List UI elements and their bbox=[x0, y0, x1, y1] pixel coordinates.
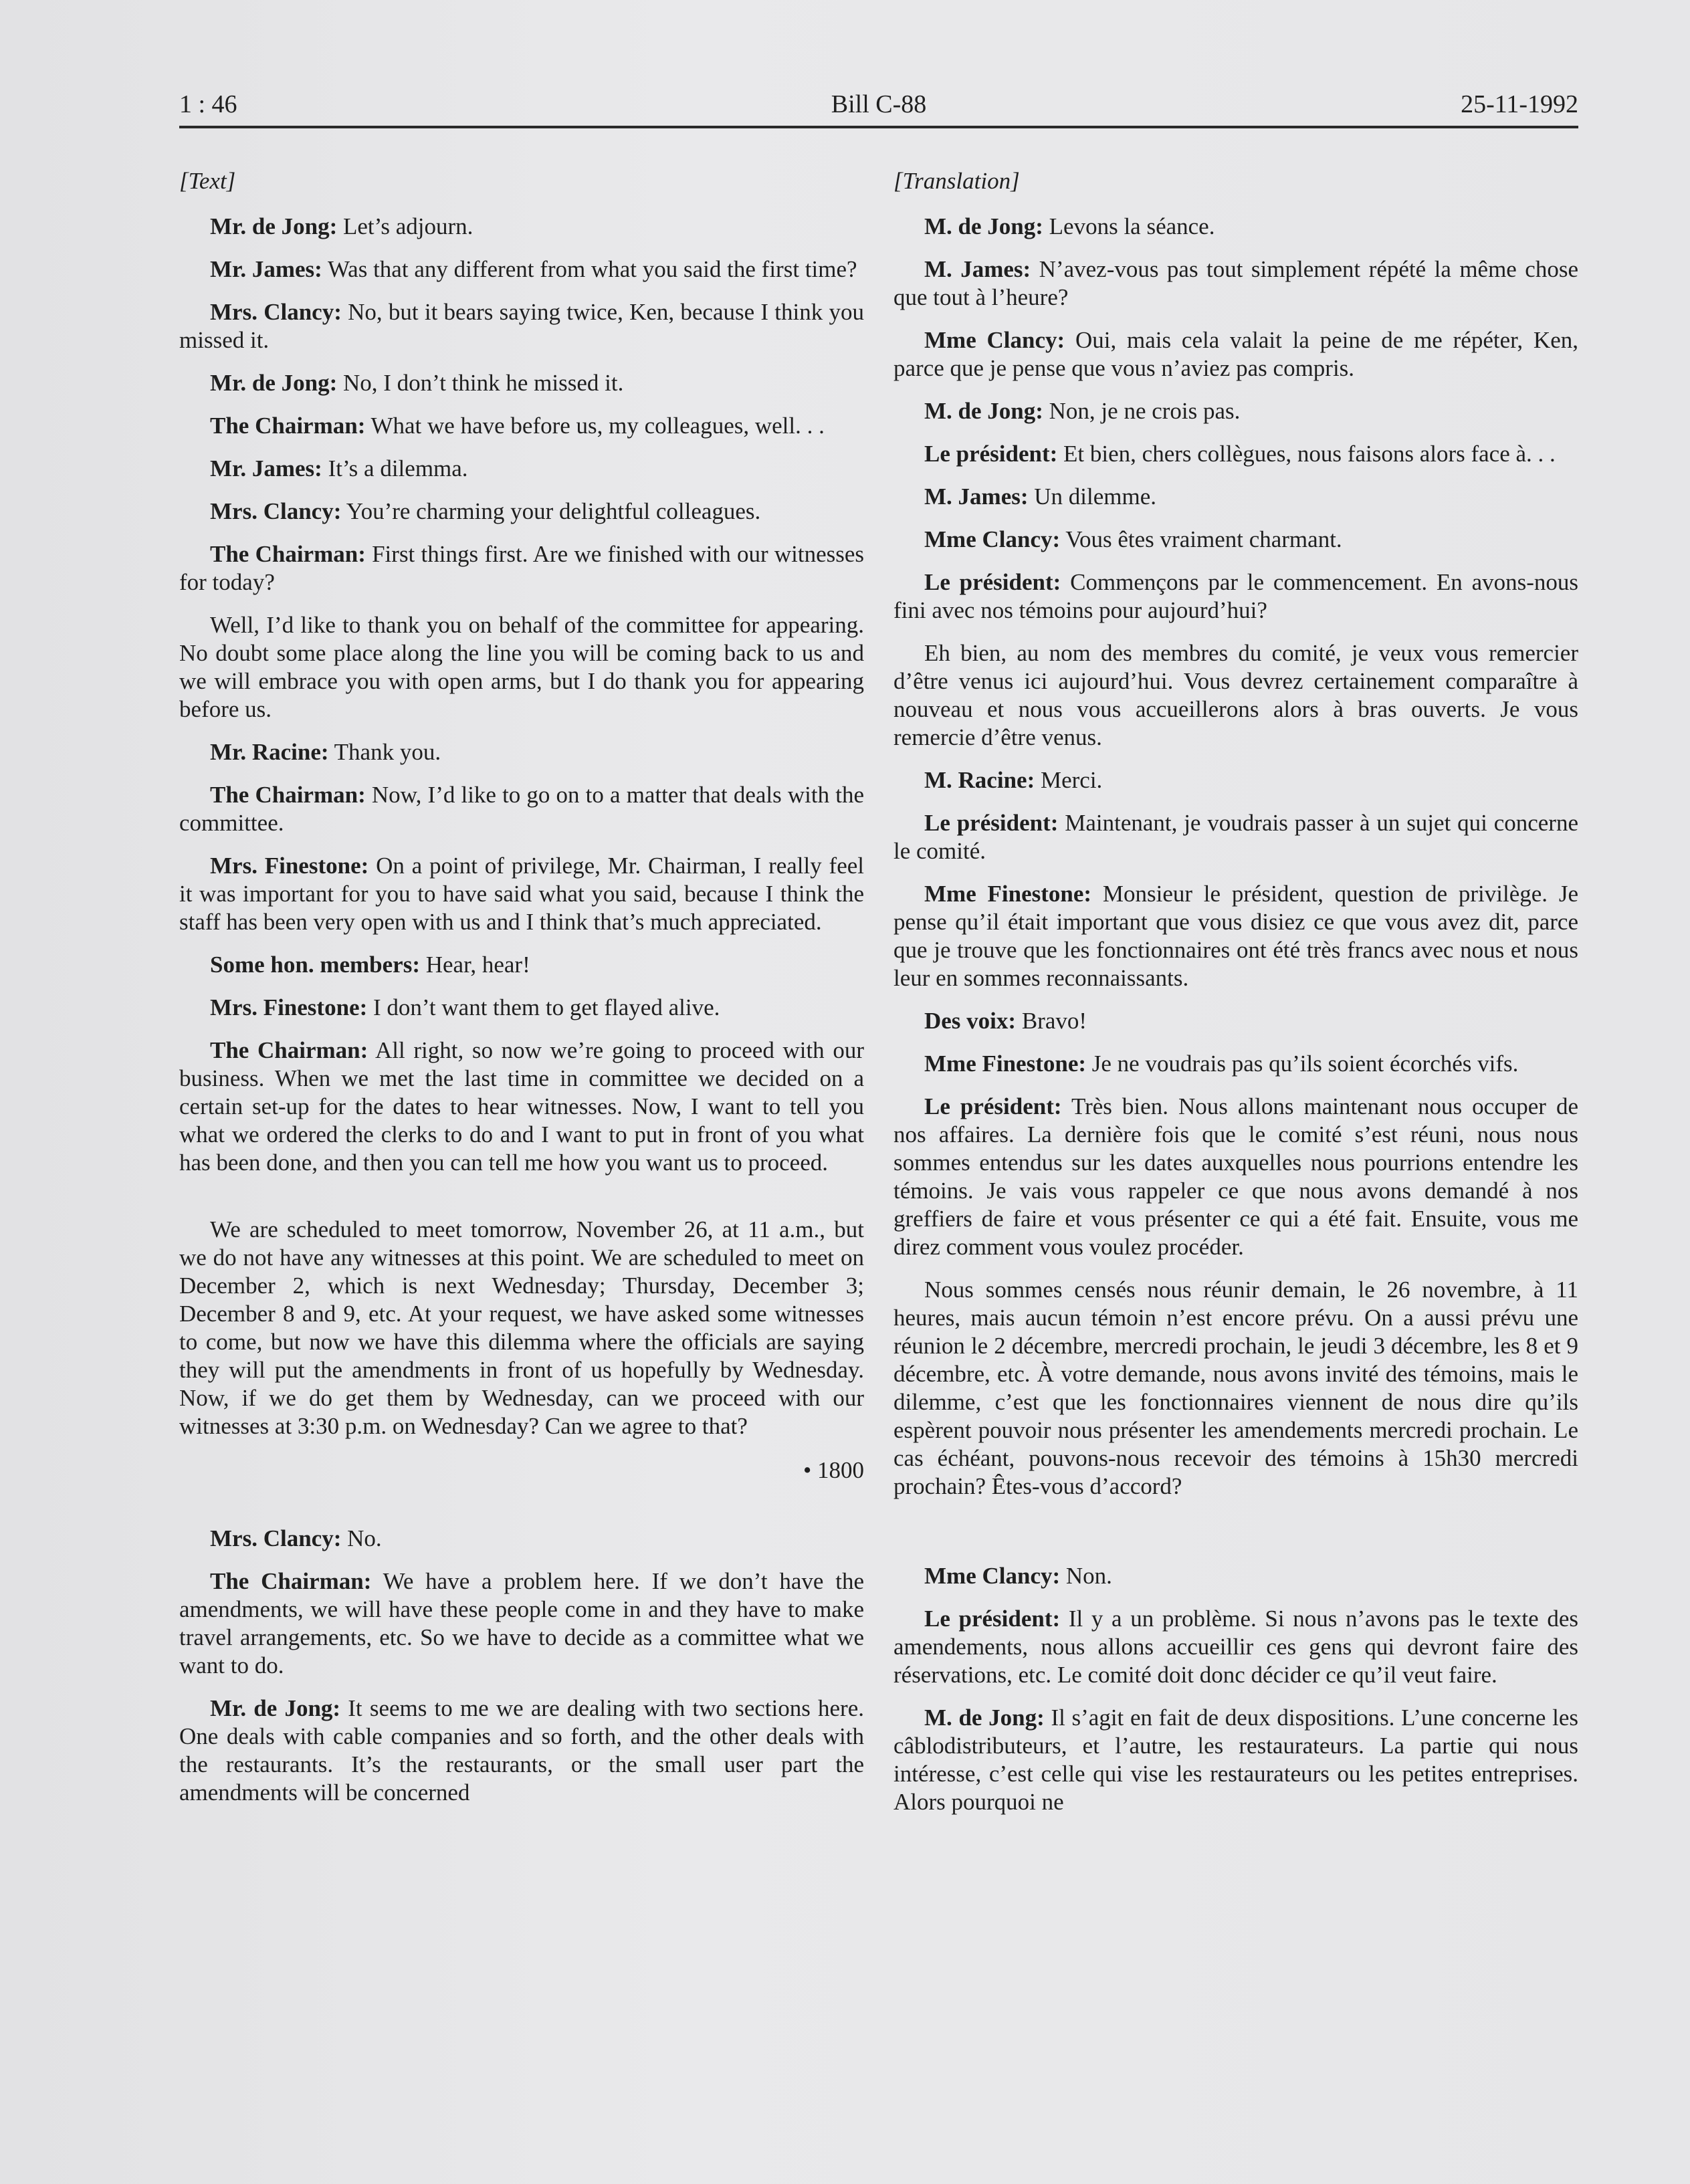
speech: On a point of privilege, Mr. Chairman, I really feel it was important for you to have said what you said, because I think the staff has been very open with us and I think that’s much appreciated. bbox=[179, 853, 864, 935]
paragraph bbox=[179, 1525, 864, 1553]
paragraph bbox=[179, 611, 864, 724]
speech: Was that any different from what you said the first time? bbox=[322, 256, 857, 282]
paragraph bbox=[179, 213, 864, 241]
page-number: 1 : 46 bbox=[179, 90, 237, 118]
speaker: M. de Jong: bbox=[924, 213, 1043, 239]
paragraph bbox=[893, 1605, 1578, 1689]
speaker: M. James: bbox=[924, 483, 1029, 510]
speaker: Mr. James: bbox=[210, 256, 322, 282]
speech: Un dilemme. bbox=[1028, 483, 1157, 510]
speaker: The Chairman: bbox=[210, 782, 366, 808]
speaker: M. Racine: bbox=[924, 767, 1035, 793]
paragraph bbox=[179, 738, 864, 766]
speech: I don’t want them to get flayed alive. bbox=[367, 994, 720, 1020]
section-label-translation: [Translation] bbox=[893, 168, 1020, 194]
speaker: The Chairman: bbox=[210, 1037, 368, 1063]
speaker: Mme Finestone: bbox=[924, 1051, 1087, 1077]
speech: Eh bien, au nom des membres du comité, je veux vous remercier d’être venus ici aujourd’hui. Vous devrez certainement comparaître à nouveau et nous vous accueillerons alors à bras ouverts. Je vous remercie d’être venus. bbox=[893, 640, 1578, 750]
speaker: Mrs. Finestone: bbox=[210, 994, 368, 1020]
speaker: Le président: bbox=[924, 1606, 1061, 1632]
speaker: Mrs. Clancy: bbox=[210, 498, 342, 524]
speech: Commençons par le commencement. En avons-nous fini avec nos témoins pour aujourd’hui? bbox=[893, 569, 1578, 623]
speech: Non, je ne crois pas. bbox=[1043, 398, 1241, 424]
page-header bbox=[179, 86, 1578, 128]
paragraph bbox=[179, 498, 864, 526]
speech: N’avez-vous pas tout simplement répété la même chose que tout à l’heure? bbox=[893, 256, 1578, 310]
speech: Je ne voudrais pas qu’ils soient écorchés vifs. bbox=[1086, 1051, 1519, 1077]
speaker: The Chairman: bbox=[210, 541, 366, 567]
section-label-text: [Text] bbox=[179, 168, 236, 194]
speech: Non. bbox=[1060, 1563, 1112, 1589]
speech: First things first. Are we finished with our witnesses for today? bbox=[179, 541, 864, 595]
speech: Well, I’d like to thank you on behalf of the committee for appearing. No doubt some place along the line you will be coming back to us and we will embrace you with open arms, but I do thank you for appearing before us. bbox=[179, 612, 864, 722]
speaker: Mme Clancy: bbox=[924, 1563, 1061, 1589]
speech: Hear, hear! bbox=[420, 952, 530, 978]
paragraph bbox=[893, 809, 1578, 865]
paragraph bbox=[893, 255, 1578, 312]
paragraph bbox=[179, 540, 864, 596]
speaker: Mme Clancy: bbox=[924, 526, 1061, 552]
paragraph bbox=[893, 1093, 1578, 1261]
speaker: Mme Clancy: bbox=[924, 327, 1065, 353]
paragraph bbox=[893, 440, 1578, 468]
paragraph bbox=[179, 781, 864, 837]
speaker: Mr. Racine: bbox=[210, 739, 329, 765]
speech: You’re charming your delightful colleagues. bbox=[341, 498, 761, 524]
speaker: Le président: bbox=[924, 810, 1059, 836]
paragraph bbox=[893, 326, 1578, 383]
speech: Vous êtes vraiment charmant. bbox=[1060, 526, 1342, 552]
time-marker: • 1800 bbox=[803, 1457, 864, 1483]
paragraph bbox=[893, 1276, 1578, 1501]
speech: It’s a dilemma. bbox=[322, 455, 468, 481]
speech: Il y a un problème. Si nous n’avons pas le texte des amendements, nous allons accueillir ces gens qui devront faire des réservations, etc. Le comité doit donc décider ce qu’il veut faire. bbox=[893, 1606, 1578, 1688]
speech: Now, I’d like to go on to a matter that deals with the committee. bbox=[179, 782, 864, 836]
paragraph bbox=[179, 1216, 864, 1440]
paragraph bbox=[179, 412, 864, 440]
speech: Il s’agit en fait de deux dispositions. L’une concerne les câblodistributeurs, et l’autre, les restaurateurs. La partie qui nous intéresse, c’est celle qui vise les restaurateurs ou les petites entreprises. Alors pourquoi ne bbox=[893, 1705, 1579, 1815]
bill-title: Bill C-88 bbox=[831, 90, 927, 118]
paragraph bbox=[893, 483, 1578, 511]
speaker: M. de Jong: bbox=[924, 1705, 1045, 1731]
paragraph bbox=[179, 255, 864, 284]
speech: Très bien. Nous allons maintenant nous occuper de nos affaires. La dernière fois que le comité s’est réuni, nous nous sommes entendus sur les dates auxquelles nous pourrions entendre les témoins. Je vais vous rappeler ce que nous avons demandé à nos greffiers de faire et vous présenter ce qui a été fait. Ensuite, vous me direz comment vous voulez procéder. bbox=[893, 1093, 1578, 1260]
speaker: Mrs. Clancy: bbox=[210, 299, 342, 325]
speaker: The Chairman: bbox=[210, 1568, 372, 1594]
paragraph bbox=[179, 1695, 864, 1807]
paragraph bbox=[893, 1050, 1578, 1078]
speaker: The Chairman: bbox=[210, 413, 366, 439]
paragraph bbox=[893, 568, 1578, 625]
paragraph bbox=[893, 213, 1578, 241]
speech: We are scheduled to meet tomorrow, November 26, at 11 a.m., but we do not have any witnesses at this point. We are scheduled to meet on December 2, which is next Wednesday; Thursday, December 3; December 8 and 9, etc. At your request, we have asked some witnesses to come, but now we have this dilemma where the officials are saying they will put the amendments in front of us hopefully by Wednesday. Now, if we do get them by Wednesday, can we proceed with our witnesses at 3:30 p.m. on Wednesday? Can we agree to that? bbox=[179, 1216, 864, 1439]
paragraph bbox=[179, 369, 864, 397]
paragraph bbox=[179, 455, 864, 483]
speaker: Mr. de Jong: bbox=[210, 370, 338, 396]
speaker: Le président: bbox=[924, 569, 1061, 595]
speaker: Des voix: bbox=[924, 1008, 1017, 1034]
french-column bbox=[893, 167, 1578, 1831]
speech: Et bien, chers collègues, nous faisons alors face à. . . bbox=[1057, 441, 1556, 467]
speech: Merci. bbox=[1035, 767, 1103, 793]
speech: Nous sommes censés nous réunir demain, le 26 novembre, à 11 heures, mais aucun témoin n’est encore prévu. On a aussi prévu une réunion le 2 décembre, mercredi prochain, le jeudi 3 décembre, les 8 et 9 décembre, etc. À votre demande, nous avons invité des témoins, mais le dilemme, c’est que les fonctionnaires viennent de nous dire qu’ils espèrent pouvoir nous présenter les amendements mercredi prochain. Le cas échéant, pouvons-nous recevoir des témoins à 15h30 mercredi prochain? Êtes-vous d’accord? bbox=[893, 1277, 1578, 1499]
header-date: 25-11-1992 bbox=[1461, 90, 1578, 118]
speaker: Mr. de Jong: bbox=[210, 213, 338, 239]
paragraph bbox=[893, 1562, 1578, 1590]
paragraph bbox=[179, 1567, 864, 1680]
speaker: Mrs. Finestone: bbox=[210, 853, 369, 879]
paragraph bbox=[179, 994, 864, 1022]
paragraph bbox=[179, 298, 864, 354]
speech: It seems to me we are dealing with two sections here. One deals with cable companies and so forth, and the other deals with the restaurants. It’s the restaurants, or the small user part the amendments will be concerned bbox=[179, 1695, 864, 1806]
speech: What we have before us, my colleagues, well. . . bbox=[365, 413, 825, 439]
speaker: Mme Finestone: bbox=[924, 881, 1092, 907]
paragraph bbox=[179, 951, 864, 979]
speaker: M. de Jong: bbox=[924, 398, 1043, 424]
paragraph bbox=[179, 1036, 864, 1177]
english-column bbox=[179, 167, 864, 1822]
speaker: Mr. de Jong: bbox=[210, 1695, 341, 1721]
speaker: Mr. James: bbox=[210, 455, 322, 481]
speaker: M. James: bbox=[924, 256, 1031, 282]
speech: Monsieur le président, question de privilège. Je pense qu’il était important que vous disiez ce que vous avez dit, parce que je trouve que les fonctionnaires ont été très francs avec nous et nous leur en sommes reconnaissants. bbox=[893, 881, 1578, 991]
speech: No. bbox=[341, 1525, 382, 1551]
speech: Let’s adjourn. bbox=[337, 213, 473, 239]
speech: Levons la séance. bbox=[1043, 213, 1215, 239]
paragraph bbox=[893, 766, 1578, 794]
speech: Thank you. bbox=[328, 739, 441, 765]
speech: Bravo! bbox=[1016, 1008, 1087, 1034]
paragraph bbox=[893, 397, 1578, 425]
speaker: Some hon. members: bbox=[210, 952, 420, 978]
paragraph bbox=[893, 1007, 1578, 1035]
paragraph bbox=[893, 880, 1578, 992]
speech: We have a problem here. If we don’t have the amendments, we will have these people come in and they have to make travel arrangements, etc. So we have to decide as a committee what we want to do. bbox=[179, 1568, 864, 1678]
speaker: Mrs. Clancy: bbox=[210, 1525, 342, 1551]
speech: Maintenant, je voudrais passer à un sujet qui concerne le comité. bbox=[893, 810, 1578, 864]
speech: All right, so now we’re going to proceed with our business. When we met the last time in committee we decided on a certain set-up for the dates to hear witnesses. Now, I want to tell you what we ordered the clerks to do and I want to put in front of you what has been done, and then you can tell me how you want us to proceed. bbox=[179, 1037, 864, 1176]
paragraph bbox=[179, 852, 864, 936]
speech: No, I don’t think he missed it. bbox=[337, 370, 624, 396]
paragraph bbox=[893, 639, 1578, 752]
speaker: Le président: bbox=[924, 1093, 1062, 1119]
speech: No, but it bears saying twice, Ken, because I think you missed it. bbox=[179, 299, 864, 353]
speech: Oui, mais cela valait la peine de me répéter, Ken, parce que je pense que vous n’aviez pas compris. bbox=[893, 327, 1578, 381]
paragraph bbox=[893, 1704, 1578, 1816]
paragraph bbox=[893, 526, 1578, 554]
speaker: Le président: bbox=[924, 441, 1058, 467]
